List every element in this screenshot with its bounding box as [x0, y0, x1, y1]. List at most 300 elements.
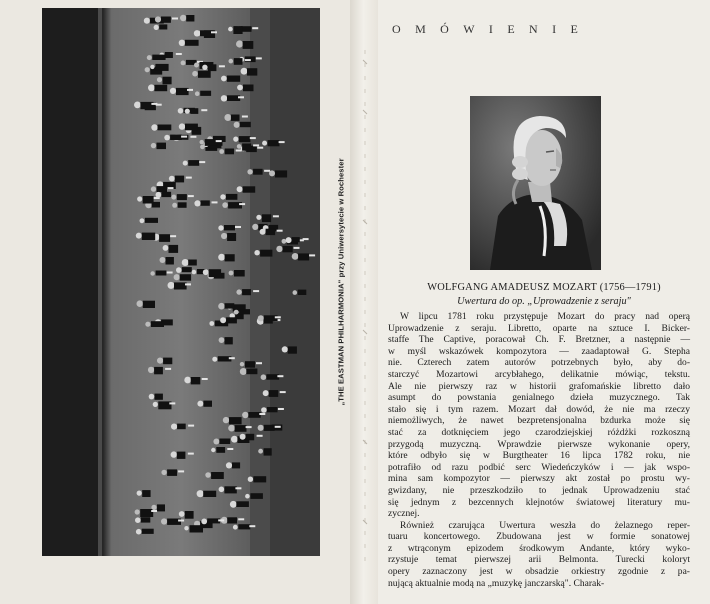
article-paragraph [388, 311, 690, 520]
music-stand [201, 109, 207, 111]
musician-figure [198, 71, 211, 78]
musician-figure [224, 486, 236, 493]
musician-figure [169, 176, 175, 182]
musician-figure [160, 257, 166, 263]
musician-figure [157, 186, 168, 192]
musician-figure [203, 401, 212, 407]
musician-figure [298, 253, 309, 260]
musician-figure [239, 309, 250, 314]
musician-figure [212, 357, 217, 362]
musician-figure [253, 476, 266, 482]
music-stand [151, 510, 157, 512]
musician-figure [149, 394, 155, 400]
musician-figure [241, 68, 248, 75]
musician-figure [152, 55, 165, 60]
musician-figure [156, 192, 162, 198]
music-stand [257, 435, 263, 437]
article-body [388, 311, 690, 589]
musician-figure [161, 17, 171, 23]
text-line: Ale nie pierwszy raz w historii grafomańskie libretto dało [388, 380, 690, 392]
musician-figure [298, 290, 307, 295]
musician-figure [136, 233, 142, 239]
musician-figure [137, 300, 144, 307]
musician-figure [185, 511, 194, 519]
photo-caption: „THE EASTMAN PHILHARMONIA" przy Uniwersytecie w Rochester [336, 158, 346, 406]
musician-figure [185, 109, 190, 114]
musician-figure [242, 412, 248, 418]
musician-figure [178, 202, 187, 208]
text-line: asumpt do powstania genialnego dzieła muzycznego. Tak [388, 392, 690, 404]
music-stand [235, 226, 241, 228]
musician-figure [237, 144, 242, 149]
musician-figure [225, 337, 233, 344]
musician-figure [163, 77, 172, 85]
text-line: W lipcu 1781 roku przystępuje Mozart do pracy nad operą [400, 311, 690, 322]
music-stand [238, 96, 244, 98]
musician-figure [165, 52, 173, 58]
musician-figure [208, 64, 217, 71]
musician-figure [219, 439, 230, 445]
musician-figure [263, 390, 269, 396]
musician-figure [240, 368, 247, 375]
musician-figure [248, 412, 260, 418]
musician-figure [233, 26, 242, 34]
musician-figure [151, 505, 156, 510]
musician-figure [233, 525, 238, 530]
musician-figure [243, 41, 254, 49]
music-stand [219, 65, 225, 67]
musician-figure [142, 233, 155, 240]
music-stand [211, 31, 217, 33]
musician-figure [171, 451, 177, 457]
musician-figure [191, 377, 201, 384]
musician-figure [183, 161, 188, 166]
music-stand [256, 57, 262, 59]
musician-figure [201, 519, 207, 525]
musician-figure [147, 55, 152, 60]
musician-figure [282, 239, 287, 244]
left-page [0, 0, 352, 604]
musician-figure [221, 233, 227, 239]
musician-figure [236, 289, 241, 294]
musician-figure [264, 425, 275, 431]
music-stand [167, 272, 173, 274]
musician-figure [194, 200, 200, 206]
musician-figure [145, 322, 150, 327]
musician-figure [159, 24, 167, 29]
musician-figure [202, 65, 207, 70]
musician-figure [268, 140, 280, 146]
musician-figure [179, 123, 185, 129]
musician-figure [246, 434, 255, 441]
musician-figure [282, 346, 288, 352]
music-stand [227, 448, 233, 450]
musician-figure [150, 271, 154, 275]
musician-figure [176, 88, 189, 95]
book-binding [350, 0, 380, 604]
music-stand [188, 453, 194, 455]
musician-figure [143, 196, 154, 204]
musician-figure [135, 509, 140, 514]
musician-figure [203, 269, 209, 275]
music-stand [151, 103, 157, 105]
mozart-portrait-drawing [470, 96, 601, 270]
musician-figure [234, 270, 245, 277]
music-stand [199, 161, 205, 163]
musician-figure [292, 237, 300, 242]
text-line: gwizdany, nie przeszkodziło to jednak Uprowadzeniu stać [388, 484, 690, 496]
musician-figure [161, 192, 171, 197]
musician-figure [154, 25, 159, 30]
musician-figure [161, 470, 166, 475]
musician-figure [293, 290, 298, 295]
text-line: niemożliwych, że nawet bezpretensjonalna bzdurka może się [388, 415, 690, 427]
musician-figure [175, 176, 184, 183]
musician-figure [230, 501, 237, 508]
music-stand [275, 316, 281, 318]
musician-figure [205, 472, 211, 478]
music-stand [249, 525, 255, 527]
musician-figure [233, 137, 238, 142]
musician-figure [155, 64, 168, 71]
musician-figure [226, 462, 232, 468]
musician-figure [234, 310, 239, 315]
musician-figure [245, 361, 255, 368]
text-line: które odbyło się w Burgtheater 16 lipca 1782 roku, nie [388, 450, 690, 462]
musician-figure [137, 491, 142, 496]
musician-figure [236, 501, 249, 507]
music-stand [246, 426, 252, 428]
musician-figure [231, 115, 240, 121]
text-line: się jednym z bezcennych klejnotów światowej literatury mu- [388, 496, 690, 508]
musician-figure [143, 301, 155, 308]
musician-figure [159, 234, 170, 242]
text-line: z wtrąconym epizodem środkowym Andante, który wyko- [388, 542, 690, 554]
musician-figure [154, 85, 167, 91]
musician-figure [170, 88, 176, 94]
music-stand [176, 53, 182, 55]
musician-figure [222, 202, 228, 208]
musician-figure [156, 271, 167, 276]
musician-figure [182, 267, 192, 272]
music-stand [187, 89, 193, 91]
music-stand [277, 375, 283, 377]
musician-figure [236, 40, 243, 47]
musician-figure [179, 511, 185, 517]
musician-figure [134, 102, 141, 109]
musician-figure [256, 215, 261, 220]
musician-figure [218, 225, 223, 230]
text-line: staffe The Captive, poracował Ch. F. Bretzner, a następnie — [388, 334, 690, 346]
text-line: w myśl wskazówek kompozytora — zaadaptował G. Stepha [388, 345, 690, 357]
music-stand [185, 283, 191, 285]
musician-figure [216, 447, 225, 453]
musician-figure [180, 15, 186, 21]
music-stand [188, 425, 194, 427]
musician-figure [177, 424, 186, 430]
music-stand [216, 140, 222, 142]
musician-figure [220, 317, 226, 323]
music-stand [277, 230, 283, 232]
musician-figure [157, 504, 165, 511]
musician-figure [219, 149, 224, 154]
music-stand [229, 357, 235, 359]
musician-figure [207, 518, 220, 523]
musician-figure [219, 487, 225, 493]
text-line: tuaru koncertowego. Zbudowana jest w formie sonatowej [388, 531, 690, 543]
text-line: starczyć Mozartowi arcybłahego, delikatnie mówiąc, tekstu. [388, 368, 690, 380]
musician-figure [234, 58, 243, 65]
musician-figure [261, 407, 267, 413]
musician-figure [158, 125, 172, 131]
text-line: potrafiło od razu podbić serc Wiedeńczyków i — jak wspo- [388, 461, 690, 473]
music-stand [169, 402, 175, 404]
musician-figure [184, 377, 191, 384]
right-page [378, 0, 710, 604]
musician-figure [226, 194, 237, 200]
musician-figure [225, 149, 234, 155]
musician-figure [195, 91, 200, 96]
musician-figure [266, 229, 276, 235]
musician-figure [237, 85, 243, 91]
music-stand [256, 362, 262, 364]
musician-figure [253, 169, 263, 175]
musician-figure [151, 186, 156, 191]
musician-figure [190, 525, 204, 532]
musician-figure [157, 358, 163, 364]
musician-figure [170, 135, 182, 140]
musician-figure [157, 77, 162, 82]
musician-figure [197, 490, 204, 497]
musician-figure [224, 114, 231, 121]
music-stand [294, 247, 300, 249]
musician-figure [190, 108, 198, 114]
musician-figure [151, 143, 156, 148]
musician-figure [229, 59, 234, 64]
musician-figure [144, 18, 150, 24]
musician-figure [163, 358, 172, 365]
musician-figure [261, 374, 267, 380]
musician-figure [145, 218, 158, 223]
musician-figure [203, 491, 216, 497]
musician-figure [164, 135, 170, 141]
musician-figure [174, 282, 187, 289]
musician-figure [227, 76, 240, 82]
music-stand [279, 141, 285, 143]
text-line: Uprowadzenie z seraju. Libretto, oparte na sztuce I. Bicker- [388, 322, 690, 334]
musician-figure [260, 229, 266, 235]
music-stand [257, 147, 263, 149]
text-line: mina sam kompozytor — pierwszy akt został po prostu wy- [388, 473, 690, 485]
musician-figure [211, 448, 215, 452]
musician-figure [250, 493, 263, 499]
musician-figure [229, 417, 242, 424]
musician-figure [167, 519, 181, 525]
text-line: rzystuje temat pierwszej arii Belmonta. Turecki koloryt [388, 554, 690, 566]
musician-figure [231, 436, 238, 443]
music-stand [202, 378, 208, 380]
work-subtitle: Uwertura do op. „Uprowadzenie z seraju" [457, 296, 631, 307]
musician-figure [243, 186, 256, 192]
musician-figure [221, 76, 227, 82]
musician-figure [153, 402, 158, 407]
musician-figure [185, 40, 199, 46]
musician-figure [176, 267, 182, 273]
musician-figure [201, 200, 210, 205]
musician-figure [260, 250, 272, 257]
musician-figure [154, 367, 163, 374]
musician-figure [151, 321, 164, 327]
musician-figure [269, 390, 279, 397]
musician-figure [227, 517, 237, 523]
text-line: Również czarująca Uwertura weszła do żelaznego reper- [400, 519, 690, 531]
musician-figure [151, 124, 157, 130]
musician-figure [288, 346, 297, 353]
text-line: przygodą muzyczną. Wprawdzie pierwsze wykonanie opery, [388, 438, 690, 450]
musician-figure [228, 202, 242, 208]
musician-figure [243, 85, 254, 92]
musician-figure [218, 303, 225, 310]
music-stand [253, 290, 259, 292]
music-stand [273, 215, 279, 217]
musician-figure [211, 472, 224, 479]
musician-figure [166, 257, 174, 265]
music-stand [186, 177, 192, 179]
musician-figure [145, 67, 150, 72]
music-stand [188, 195, 194, 197]
musician-figure [155, 16, 161, 22]
music-stand [264, 170, 270, 172]
music-stand [165, 368, 171, 370]
article-paragraph [388, 520, 690, 590]
orchestra-photo [42, 8, 320, 556]
musician-figure [213, 439, 219, 445]
text-line: stało się i tym razem. Mozart dał dowód, że nie ma rzeczy [388, 403, 690, 415]
musician-figure [245, 494, 250, 499]
musician-figure [241, 26, 251, 32]
musician-figure [275, 170, 287, 177]
musician-figure [247, 68, 257, 75]
musician-figure [194, 63, 199, 68]
musician-figure [200, 91, 211, 96]
musician-figure [157, 143, 167, 150]
musician-figure [258, 315, 264, 321]
music-stand [212, 201, 218, 203]
musician-figure [150, 65, 154, 69]
music-stand [170, 235, 176, 237]
musician-figure [235, 425, 247, 432]
music-stand [236, 150, 242, 152]
composer-title: WOLFGANG AMADEUSZ MOZART (1756—1791) [427, 282, 661, 293]
music-stand [280, 391, 286, 393]
music-stand [178, 520, 184, 522]
music-stand [303, 238, 309, 240]
musician-figure [185, 124, 198, 131]
musician-figure [228, 27, 233, 32]
musician-figure [242, 143, 251, 150]
musician-figure [286, 237, 292, 243]
musician-figure [240, 362, 244, 366]
musician-figure [267, 407, 278, 412]
musician-figure [172, 203, 177, 208]
musician-figure [262, 141, 267, 146]
music-stand [309, 254, 315, 256]
musician-figure [234, 122, 240, 128]
musician-figure [192, 71, 198, 77]
musician-figure [142, 490, 150, 497]
music-stand [178, 470, 184, 472]
musician-figure [169, 245, 179, 253]
binding-stitches [350, 0, 380, 604]
text-line: zycznej. [388, 508, 420, 520]
musician-figure [184, 526, 188, 530]
musician-figure [161, 518, 167, 524]
musician-figure [174, 274, 180, 280]
music-stand [252, 27, 258, 29]
musician-figure [239, 136, 251, 142]
music-stand [238, 518, 244, 520]
musician-figure [221, 95, 227, 101]
musician-figure [136, 529, 142, 535]
musician-figure [200, 140, 204, 144]
musician-figure [155, 394, 163, 400]
musician-figure [209, 269, 221, 277]
musician-figure [276, 246, 282, 252]
music-stand [239, 203, 245, 205]
musician-figure [283, 246, 293, 252]
musician-figure [148, 84, 155, 91]
musician-figure [192, 270, 197, 275]
music-stand [190, 136, 196, 138]
musician-figure [232, 462, 240, 468]
musician-figure [247, 169, 252, 174]
musician-figure [186, 15, 194, 22]
musician-figure [168, 282, 175, 289]
musician-figure [218, 254, 225, 261]
musician-figure [240, 122, 251, 127]
musician-figure [223, 417, 229, 423]
text-line: stać za dotknięciem jego czarodziejskiej różdżki rozkoszną [388, 426, 690, 438]
musician-figure [140, 218, 145, 223]
orchestra-photo-drawing [42, 8, 320, 556]
musician-figure [177, 194, 187, 200]
musician-figure [163, 245, 169, 251]
musician-figure [194, 30, 200, 36]
musician-figure [225, 303, 235, 308]
musician-figure [266, 374, 279, 380]
musician-figure [177, 452, 186, 459]
musician-figure [137, 196, 142, 201]
text-line: nie. Czterech zatem autorów potrzebnych było, aby do- [388, 357, 690, 369]
musician-figure [180, 274, 191, 281]
musician-figure [292, 253, 299, 260]
page-header: OMÓWIENIE [392, 22, 593, 36]
music-stand [168, 187, 174, 189]
musician-figure [181, 61, 186, 66]
musician-figure [246, 369, 257, 375]
musician-figure [252, 224, 258, 230]
musician-figure [171, 195, 176, 200]
music-stand [259, 413, 265, 415]
mozart-portrait [470, 96, 601, 270]
musician-figure [240, 434, 246, 440]
musician-figure [242, 289, 251, 295]
musician-figure [248, 477, 253, 482]
music-stand [235, 487, 241, 489]
music-stand [275, 426, 281, 428]
musician-figure [219, 337, 225, 343]
music-stand [250, 137, 256, 139]
